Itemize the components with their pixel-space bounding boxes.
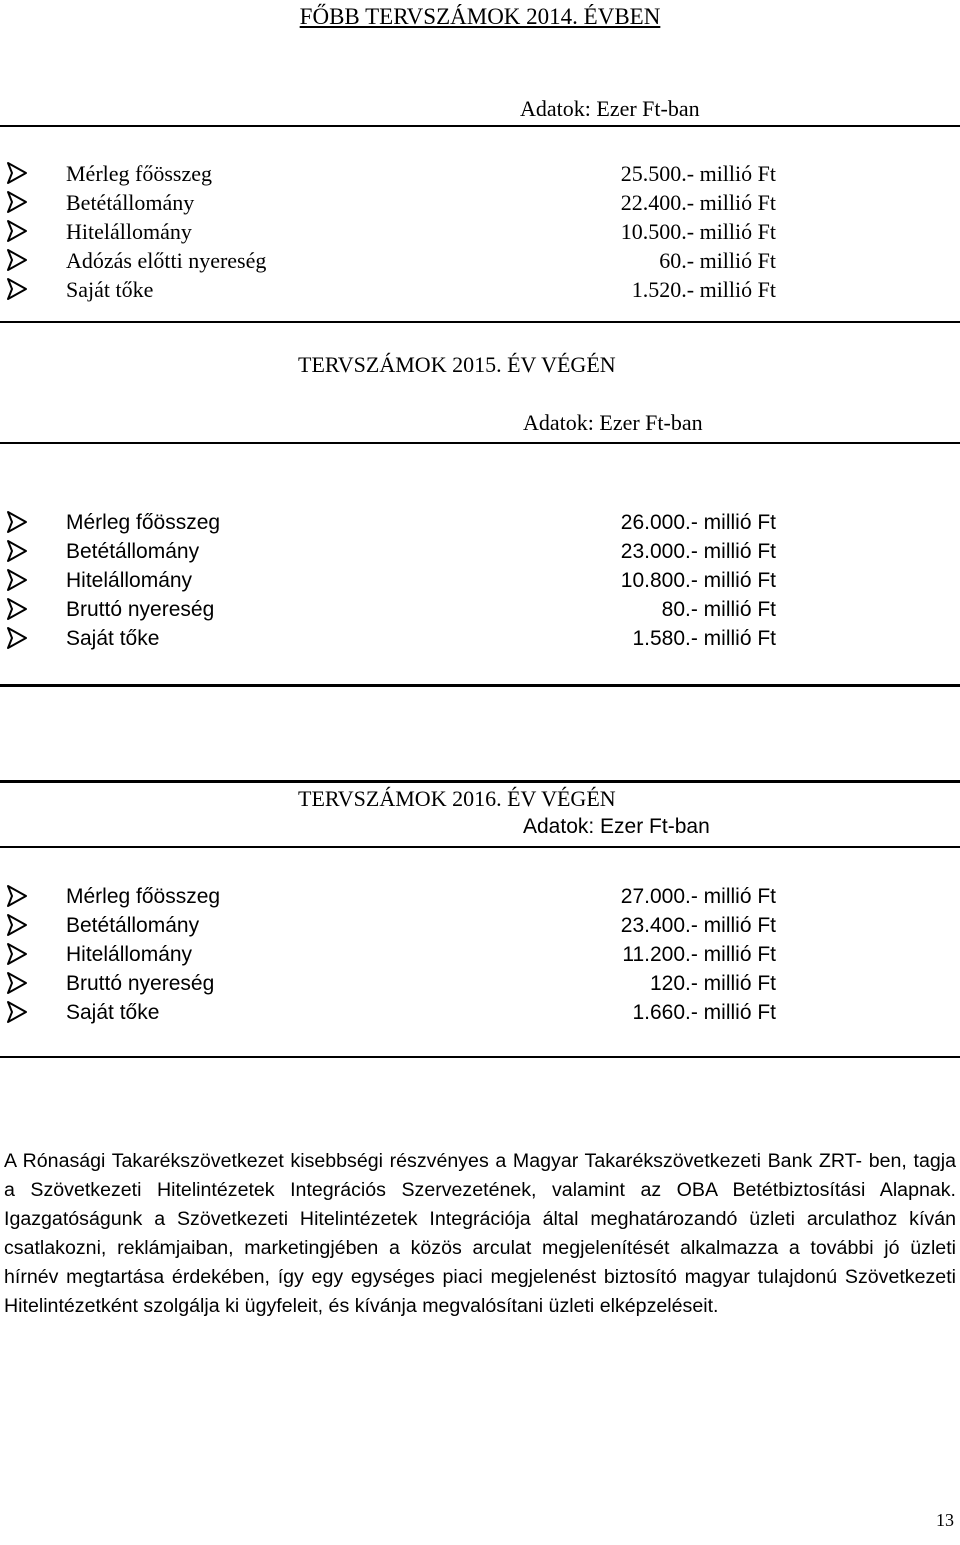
item-label: Saját tőke: [66, 277, 154, 302]
item-value: 1.520.- millió Ft: [631, 277, 776, 302]
arrow-bullet-icon: [6, 567, 28, 593]
arrow-bullet-icon: [6, 970, 28, 996]
units-note-2014: Adatok: Ezer Ft-ban: [520, 96, 700, 121]
item-value: 27.000.- millió Ft: [620, 885, 776, 908]
item-label: Bruttó nyereség: [66, 972, 215, 995]
item-value: 60.- millió Ft: [659, 248, 776, 273]
item-label: Mérleg főösszeg: [66, 885, 221, 908]
list-item: [0, 911, 800, 940]
list-item: [0, 595, 800, 624]
item-label: Bruttó nyereség: [66, 598, 215, 621]
units-note-2016: Adatok: Ezer Ft-ban: [523, 815, 710, 838]
item-value: 23.400.- millió Ft: [620, 914, 776, 937]
arrow-bullet-icon: [6, 189, 28, 215]
list-item: [0, 275, 800, 304]
item-value: 1.660.- millió Ft: [632, 1001, 776, 1024]
divider: [0, 780, 960, 783]
arrow-bullet-icon: [6, 883, 28, 909]
section-heading-2016: TERVSZÁMOK 2016. ÉV VÉGÉN: [298, 786, 616, 811]
divider: [0, 684, 960, 687]
item-label: Hitelállomány: [66, 569, 193, 592]
list-item: [0, 537, 800, 566]
list-2016: [0, 882, 800, 1027]
arrow-bullet-icon: [6, 218, 28, 244]
arrow-bullet-icon: [6, 912, 28, 938]
list-item: [0, 882, 800, 911]
body-paragraph: A Rónasági Takarékszövetkezet kisebbségi részvényes a Magyar Takarékszövetkezeti Bank ZRT- ben, tagja a Szövetkezeti Hitelintézetek Integrációs Szervezetének, valamint az OBA Betétbiztosítási Alapnak. Igazgatóságunk a Szövetkezeti Hitelintézetek Integrációja által meghatározandó üzleti arculathoz kíván csatlakozni, reklámjaiban, marketingjében a közös arculat megjelenítését alkalmazza a további jó üzleti hírnév megtartása érdekében, így egy egységes piaci megjelenést biztosító magyar tulajdonú Szövetkezeti Hitelintézetként szolgálja ki ügyfeleit, és kívánja megvalósítani üzleti elképzeléseit.: [4, 1150, 956, 1317]
list-item: [0, 217, 800, 246]
item-value: 26.000.- millió Ft: [620, 511, 776, 534]
arrow-bullet-icon: [6, 625, 28, 651]
arrow-bullet-icon: [6, 509, 28, 535]
list-item: [0, 159, 800, 188]
list-item: [0, 969, 800, 998]
item-value: 11.200.- millió Ft: [622, 943, 776, 966]
item-label: Betétállomány: [66, 914, 200, 937]
divider: [0, 846, 960, 848]
list-item: [0, 246, 800, 275]
arrow-bullet-icon: [6, 276, 28, 302]
units-note-2015: Adatok: Ezer Ft-ban: [523, 410, 703, 435]
item-value: 120.- millió Ft: [649, 972, 776, 995]
item-label: Adózás előtti nyereség: [66, 248, 267, 273]
item-label: Betétállomány: [66, 540, 200, 563]
list-item: [0, 188, 800, 217]
arrow-bullet-icon: [6, 160, 28, 186]
item-value: 22.400.- millió Ft: [620, 190, 776, 215]
list-2015: [0, 508, 800, 653]
arrow-bullet-icon: [6, 247, 28, 273]
item-value: 10.800.- millió Ft: [620, 569, 776, 592]
list-item: [0, 624, 800, 653]
page-title: FŐBB TERVSZÁMOK 2014. ÉVBEN: [299, 4, 661, 29]
item-value: 80.- millió Ft: [661, 598, 776, 621]
divider: [0, 125, 960, 127]
list-item: [0, 998, 800, 1027]
arrow-bullet-icon: [6, 941, 28, 967]
arrow-bullet-icon: [6, 596, 28, 622]
item-value: 23.000.- millió Ft: [620, 540, 776, 563]
list-item: [0, 566, 800, 595]
list-item: [0, 508, 800, 537]
arrow-bullet-icon: [6, 999, 28, 1025]
item-label: Hitelállomány: [66, 219, 192, 244]
list-item: [0, 940, 800, 969]
section-heading-2015: TERVSZÁMOK 2015. ÉV VÉGÉN: [298, 352, 616, 377]
item-value: 1.580.- millió Ft: [632, 627, 776, 650]
item-value: 25.500.- millió Ft: [620, 161, 776, 186]
divider: [0, 321, 960, 323]
item-label: Hitelállomány: [66, 943, 193, 966]
item-label: Saját tőke: [66, 627, 160, 650]
list-2014: [0, 159, 800, 304]
page-number: 13: [936, 1510, 954, 1530]
item-label: Saját tőke: [66, 1001, 160, 1024]
divider: [0, 442, 960, 444]
item-label: Mérleg főösszeg: [66, 161, 213, 186]
item-value: 10.500.- millió Ft: [620, 219, 776, 244]
arrow-bullet-icon: [6, 538, 28, 564]
divider: [0, 1056, 960, 1058]
item-label: Mérleg főösszeg: [66, 511, 221, 534]
item-label: Betétállomány: [66, 190, 195, 215]
